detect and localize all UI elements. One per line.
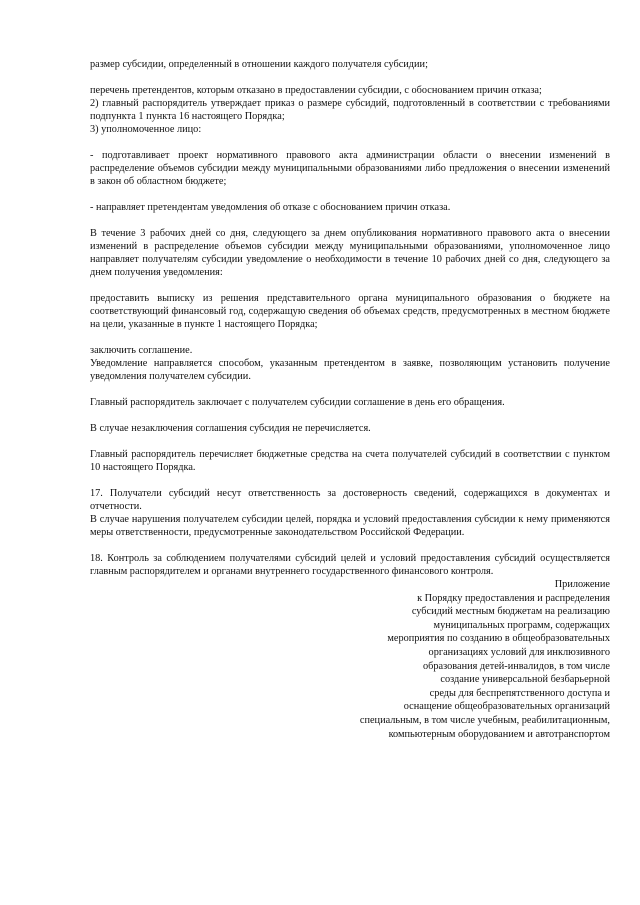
appendix-line: среды для беспрепятственного доступа и xyxy=(429,687,610,699)
paragraph-authorized-person: 3) уполномоченное лицо: xyxy=(90,124,202,135)
appendix-line: субсидий местным бюджетам на реализацию xyxy=(411,606,610,618)
appendix-line: Приложение xyxy=(554,579,610,590)
appendix-line: создание универсальной безбарьерной xyxy=(440,674,610,686)
paragraph-item-17: 17. Получатели субсидий несут ответственность за достоверность сведений, содержащихся в документах и отчетности. xyxy=(90,488,610,512)
paragraph-no-agreement: В случае незаключения соглашения субсидия не перечисляется. xyxy=(90,423,371,434)
appendix-line: мероприятия по созданию в общеобразовательных xyxy=(387,633,610,645)
paragraph-order-approval: 2) главный распорядитель утверждает приказ о размере субсидий, подготовленный в соответствии с требованиями подпункта 1 пункта 16 настоящего Порядка; xyxy=(90,98,610,122)
paragraph-notice-method: Уведомление направляется способом, указанным претендентом в заявке, позволяющим установить получение уведомления получателем субсидии. xyxy=(90,358,610,382)
appendix-header xyxy=(90,578,610,741)
paragraph-draft-act: - подготавливает проект нормативного правового акта администрации области о внесении изменений в распределение объемов субсидии между муниципальными образованиями либо предложения о внесении изменений в закон об областном бюджете; xyxy=(90,150,610,187)
paragraph-three-days: В течение 3 рабочих дней со дня, следующего за днем опубликования нормативного правового акта о внесении изменений в распределение объемов субсидии между муниципальными образованиями, уполномоченное лицо направляет получателям субсидии уведомление о необходимости в течение 10 рабочих дней со дня, следующего за днем получения уведомления: xyxy=(90,228,610,278)
appendix-line: к Порядку предоставления и распределения xyxy=(417,592,610,604)
paragraph-item-18: 18. Контроль за соблюдением получателями субсидий целей и условий предоставления субсидий осуществляется главным распорядителем и органами внутреннего государственного финансового контроля. xyxy=(90,553,610,577)
appendix-line: организациях условий для инклюзивного xyxy=(428,646,610,658)
paragraph-transfer-funds: Главный распорядитель перечисляет бюджетные средства на счета получателей субсидий в соответствии с пунктом 10 настоящего Порядка. xyxy=(90,449,610,473)
paragraph-agreement-day: Главный распорядитель заключает с получателем субсидии соглашение в день его обращения. xyxy=(90,397,505,408)
appendix-line: специальным, в том числе учебным, реабилитационным, xyxy=(359,714,610,726)
paragraph-refusal-notice: - направляет претендентам уведомления об отказе с обоснованием причин отказа. xyxy=(90,202,451,213)
appendix-line: образования детей-инвалидов, в том числе xyxy=(423,660,610,672)
paragraph-refused-list: перечень претендентов, которым отказано в предоставлении субсидии, с обоснованием причин отказа; xyxy=(90,85,542,96)
document-page xyxy=(90,58,610,741)
appendix-line: оснащение общеобразовательных организаций xyxy=(403,701,610,713)
appendix-line: компьютерным оборудованием и автотранспортом xyxy=(388,728,610,740)
paragraph-subsidy-size: размер субсидии, определенный в отношении каждого получателя субсидии; xyxy=(90,59,428,70)
paragraph-violation: В случае нарушения получателем субсидии целей, порядка и условий предоставления субсидии к нему применяются меры ответственности, предусмотренные законодательством Российской Федерации. xyxy=(90,514,610,538)
appendix-line: муниципальных программ, содержащих xyxy=(433,619,610,631)
paragraph-sign-agreement: заключить соглашение. xyxy=(90,345,193,356)
paragraph-budget-extract: предоставить выписку из решения представительного органа муниципального образования о бюджете на соответствующий финансовый год, содержащую сведения об объемах средств, предусмотренных в местном бюджете на цели, указанные в пункте 1 настоящего Порядка; xyxy=(90,293,610,330)
